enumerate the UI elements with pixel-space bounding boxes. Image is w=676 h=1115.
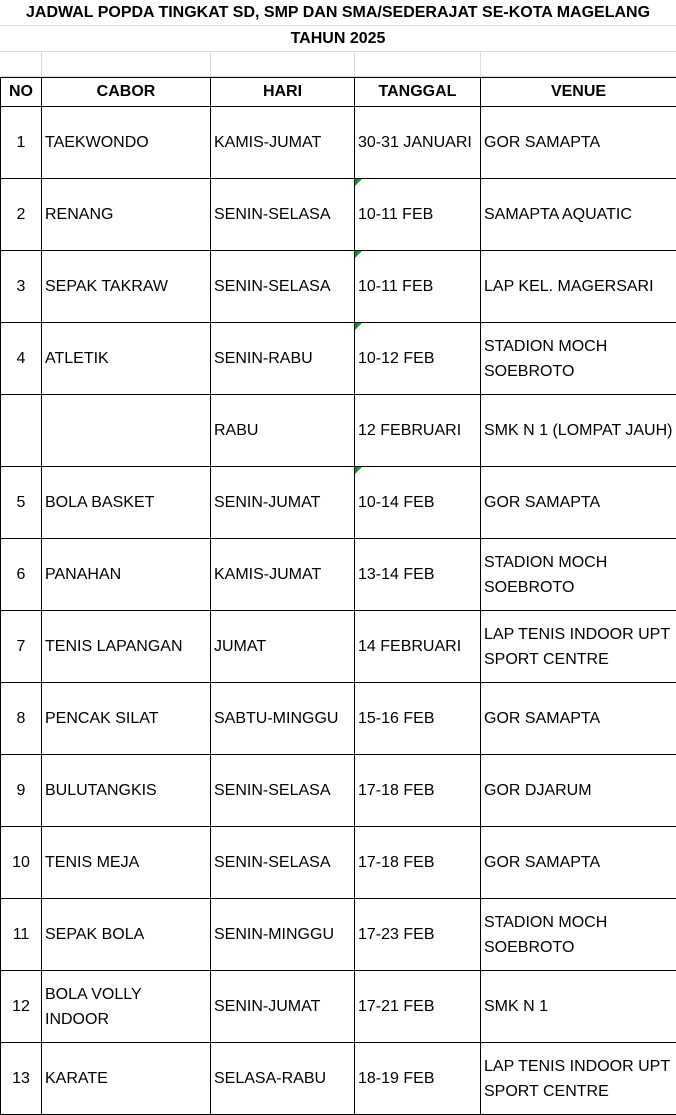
header-cabor: CABOR <box>42 78 211 107</box>
cell-tanggal: 15-16 FEB <box>355 683 481 755</box>
cell-tanggal <box>355 323 481 395</box>
cell-tanggal-text: 10-11 FEB <box>358 278 433 295</box>
cell-comment-marker-icon <box>355 179 362 186</box>
table-row <box>1 107 676 179</box>
table-row <box>1 971 676 1043</box>
table-row <box>1 755 676 827</box>
empty-row <box>0 52 676 77</box>
cell-tanggal: 17-18 FEB <box>355 755 481 827</box>
table-row <box>1 899 676 971</box>
cell-no: 6 <box>1 539 42 611</box>
cell-no: 13 <box>1 1043 42 1115</box>
cell-tanggal <box>355 251 481 323</box>
cell-hari: JUMAT <box>211 611 355 683</box>
cell-venue: SAMAPTA AQUATIC <box>481 179 676 251</box>
cell-hari: SENIN-MINGGU <box>211 899 355 971</box>
table-row <box>1 179 676 251</box>
cell-no: 4 <box>1 323 42 395</box>
cell-no <box>1 395 42 467</box>
cell-tanggal-text: 10-11 FEB <box>358 206 433 223</box>
cell-venue: LAP TENIS INDOOR UPT SPORT CENTRE <box>481 1043 676 1115</box>
schedule-table <box>0 77 676 1115</box>
table-row <box>1 539 676 611</box>
header-venue: VENUE <box>481 78 676 107</box>
title-line-2: TAHUN 2025 <box>0 26 676 52</box>
cell-hari: SABTU-MINGGU <box>211 683 355 755</box>
cell-cabor: ATLETIK <box>42 323 211 395</box>
cell-hari: SELASA-RABU <box>211 1043 355 1115</box>
cell-no: 2 <box>1 179 42 251</box>
cell-venue: LAP KEL. MAGERSARI <box>481 251 676 323</box>
table-row <box>1 611 676 683</box>
cell-tanggal: 30-31 JANUARI <box>355 107 481 179</box>
cell-cabor: PENCAK SILAT <box>42 683 211 755</box>
cell-no: 8 <box>1 683 42 755</box>
table-row <box>1 395 676 467</box>
cell-cabor: SEPAK BOLA <box>42 899 211 971</box>
cell-cabor: BOLA VOLLY INDOOR <box>42 971 211 1043</box>
cell-venue: SMK N 1 <box>481 971 676 1043</box>
cell-no: 7 <box>1 611 42 683</box>
cell-cabor: TENIS LAPANGAN <box>42 611 211 683</box>
table-row <box>1 1043 676 1115</box>
cell-cabor: TAEKWONDO <box>42 107 211 179</box>
cell-no: 9 <box>1 755 42 827</box>
cell-hari: SENIN-JUMAT <box>211 971 355 1043</box>
header-hari: HARI <box>211 78 355 107</box>
cell-no: 10 <box>1 827 42 899</box>
cell-venue: LAP TENIS INDOOR UPT SPORT CENTRE <box>481 611 676 683</box>
cell-hari: SENIN-RABU <box>211 323 355 395</box>
table-row <box>1 827 676 899</box>
cell-venue: GOR SAMAPTA <box>481 107 676 179</box>
cell-venue: GOR SAMAPTA <box>481 827 676 899</box>
header-tanggal: TANGGAL <box>355 78 481 107</box>
cell-cabor <box>42 395 211 467</box>
cell-hari: KAMIS-JUMAT <box>211 107 355 179</box>
cell-venue: GOR SAMAPTA <box>481 467 676 539</box>
cell-no: 11 <box>1 899 42 971</box>
cell-venue: GOR SAMAPTA <box>481 683 676 755</box>
cell-hari: RABU <box>211 395 355 467</box>
cell-tanggal <box>355 179 481 251</box>
header-row <box>1 78 676 107</box>
cell-no: 1 <box>1 107 42 179</box>
cell-cabor: RENANG <box>42 179 211 251</box>
cell-tanggal: 12 FEBRUARI <box>355 395 481 467</box>
cell-tanggal: 17-18 FEB <box>355 827 481 899</box>
cell-cabor: BULUTANGKIS <box>42 755 211 827</box>
cell-comment-marker-icon <box>355 467 362 474</box>
cell-cabor: TENIS MEJA <box>42 827 211 899</box>
cell-tanggal: 18-19 FEB <box>355 1043 481 1115</box>
title-line-1: JADWAL POPDA TINGKAT SD, SMP DAN SMA/SEDERAJAT SE-KOTA MAGELANG <box>0 0 676 26</box>
cell-tanggal <box>355 467 481 539</box>
cell-comment-marker-icon <box>355 251 362 258</box>
cell-venue: SMK N 1 (LOMPAT JAUH) <box>481 395 676 467</box>
cell-venue: STADION MOCH SOEBROTO <box>481 323 676 395</box>
cell-no: 12 <box>1 971 42 1043</box>
cell-cabor: KARATE <box>42 1043 211 1115</box>
cell-venue: STADION MOCH SOEBROTO <box>481 539 676 611</box>
table-row <box>1 323 676 395</box>
cell-hari: SENIN-SELASA <box>211 755 355 827</box>
table-row <box>1 251 676 323</box>
cell-hari: KAMIS-JUMAT <box>211 539 355 611</box>
table-row <box>1 467 676 539</box>
table-row <box>1 683 676 755</box>
cell-no: 3 <box>1 251 42 323</box>
cell-cabor: SEPAK TAKRAW <box>42 251 211 323</box>
cell-no: 5 <box>1 467 42 539</box>
cell-hari: SENIN-SELASA <box>211 251 355 323</box>
cell-venue: GOR DJARUM <box>481 755 676 827</box>
cell-tanggal: 17-21 FEB <box>355 971 481 1043</box>
cell-comment-marker-icon <box>355 323 362 330</box>
cell-tanggal: 13-14 FEB <box>355 539 481 611</box>
cell-venue: STADION MOCH SOEBROTO <box>481 899 676 971</box>
cell-hari: SENIN-JUMAT <box>211 467 355 539</box>
cell-hari: SENIN-SELASA <box>211 827 355 899</box>
header-no: NO <box>1 78 42 107</box>
cell-tanggal-text: 10-12 FEB <box>358 350 434 367</box>
cell-cabor: BOLA BASKET <box>42 467 211 539</box>
cell-tanggal-text: 10-14 FEB <box>358 494 434 511</box>
cell-tanggal: 17-23 FEB <box>355 899 481 971</box>
cell-cabor: PANAHAN <box>42 539 211 611</box>
cell-hari: SENIN-SELASA <box>211 179 355 251</box>
cell-tanggal: 14 FEBRUARI <box>355 611 481 683</box>
